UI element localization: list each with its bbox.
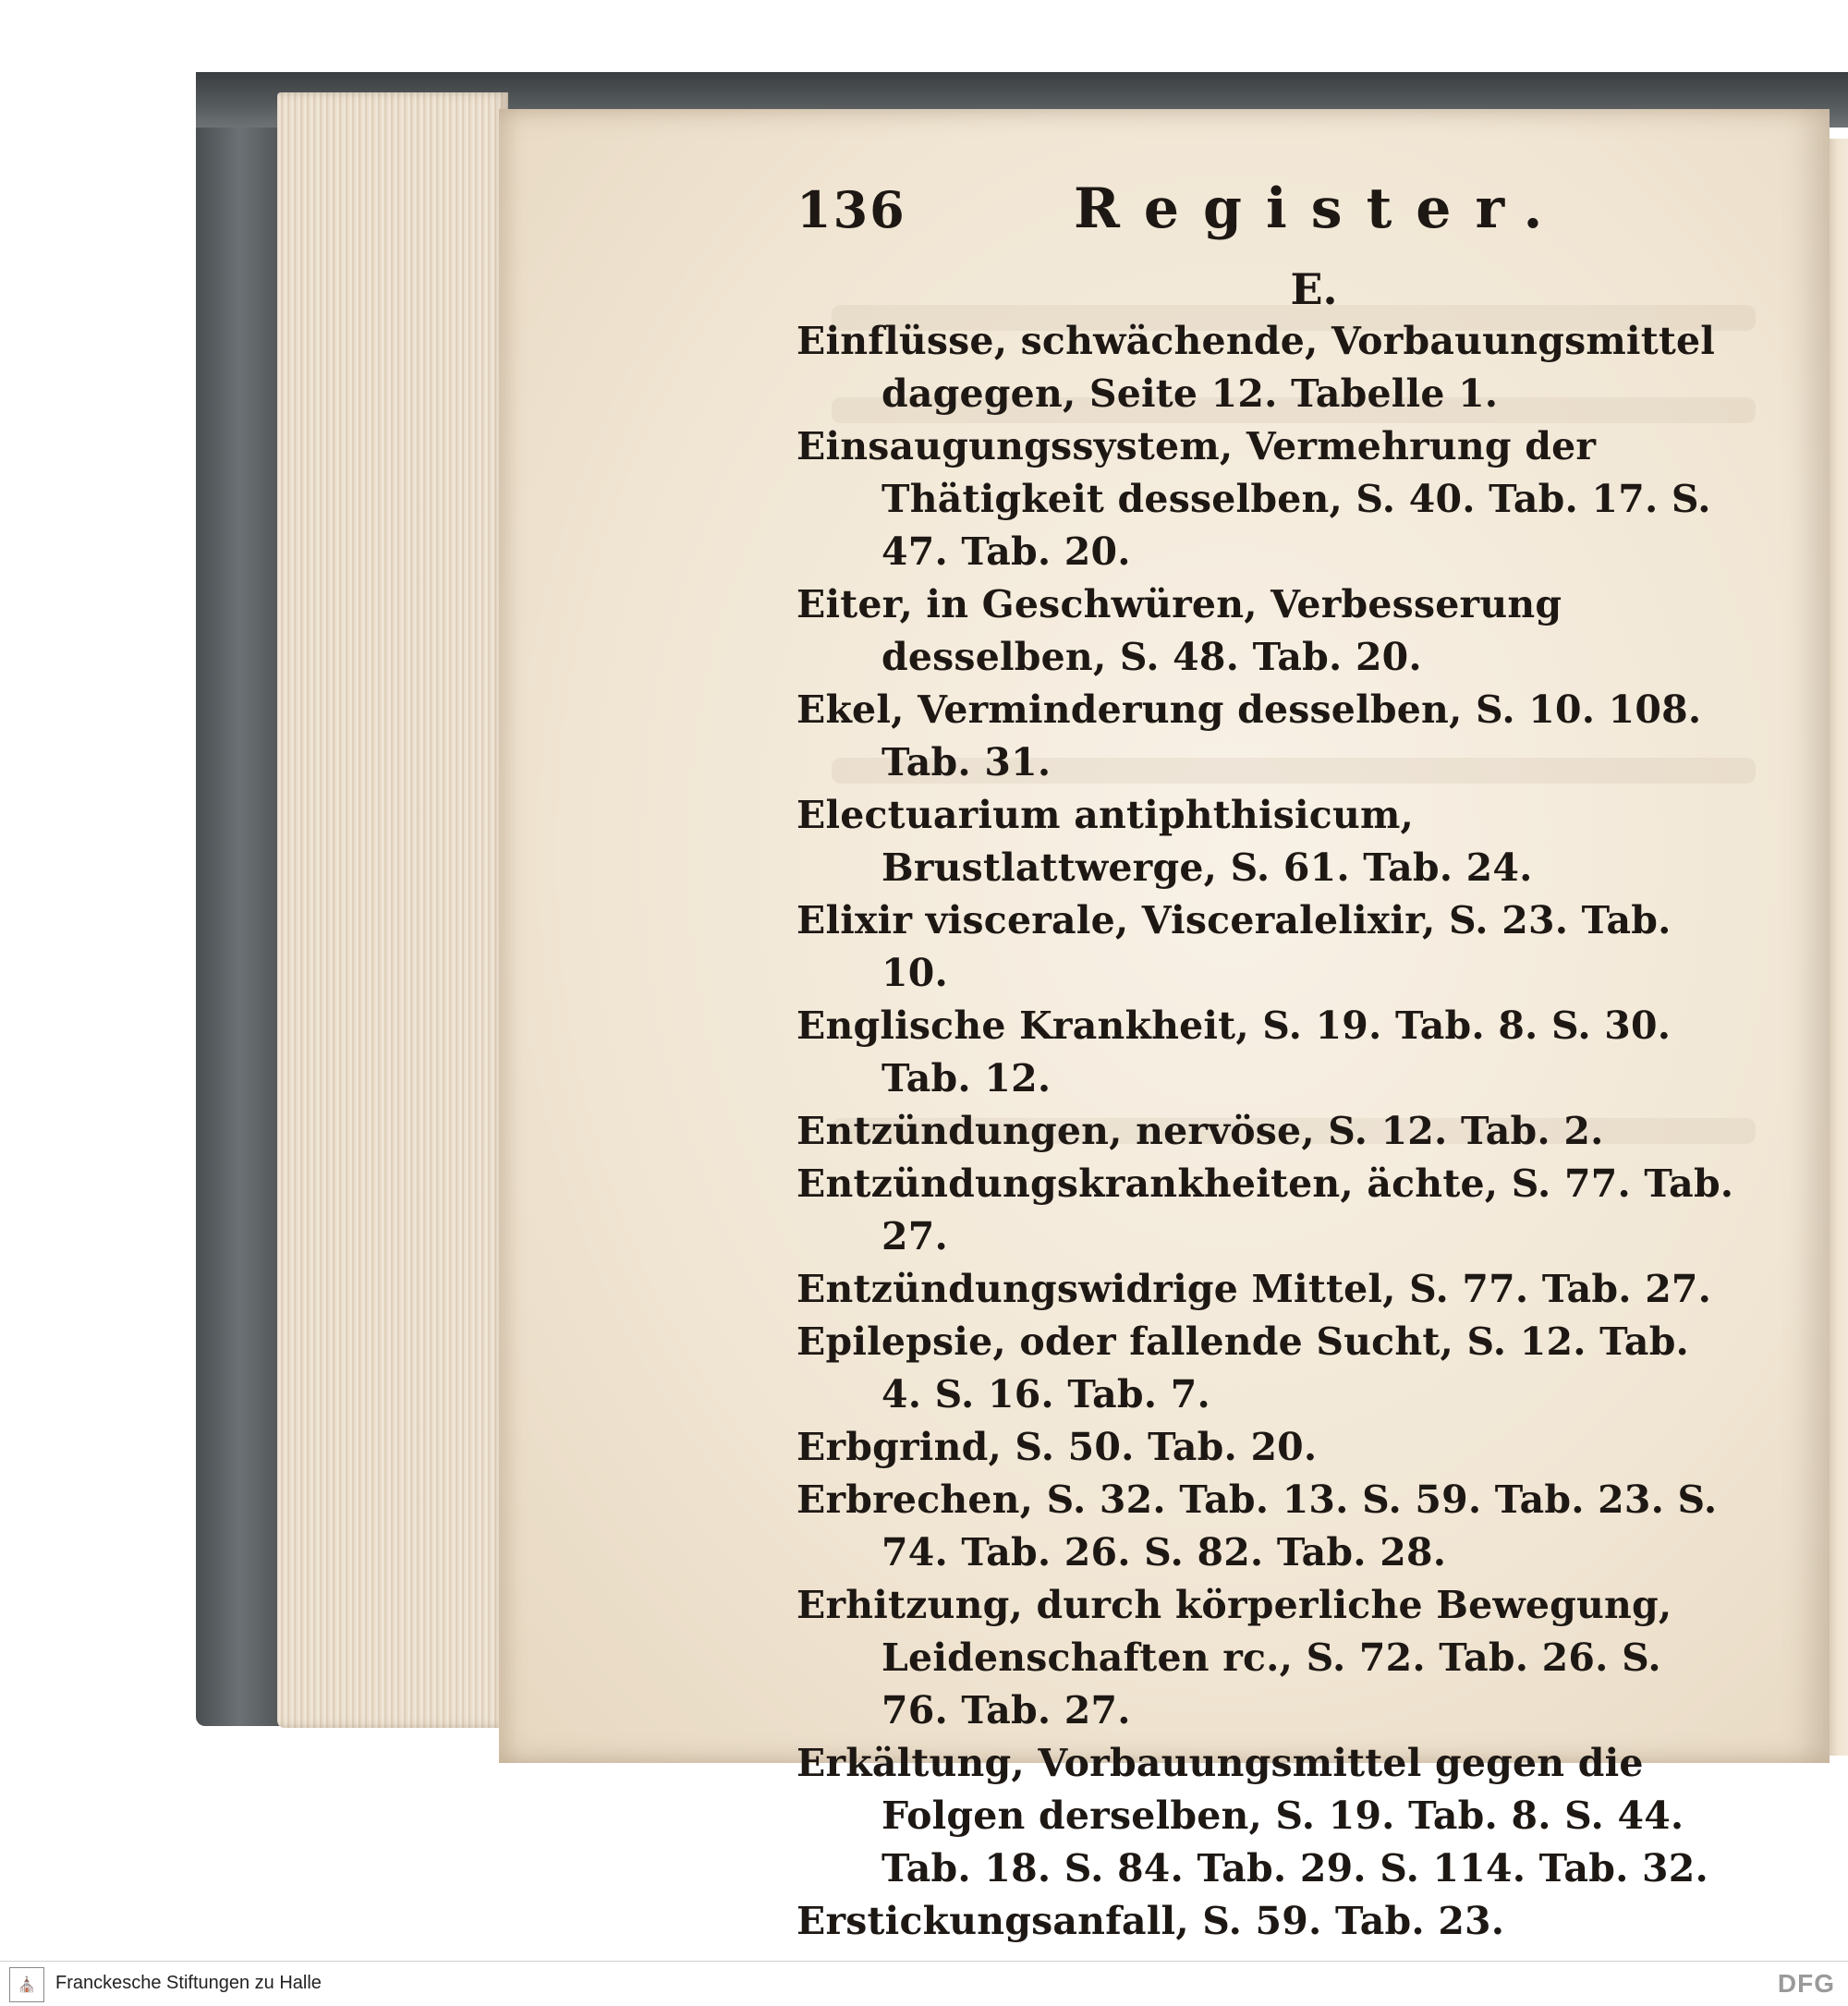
page-edges (277, 92, 508, 1728)
index-entry: Entzündungen, nervöse, S. 12. Tab. 2. (796, 1109, 1604, 1153)
index-entry: Englische Krankheit, S. 19. Tab. 8. S. 30. Tab. 12. (796, 1003, 1672, 1100)
dfg-logo: DFG (1777, 1969, 1835, 1998)
institution-name: Franckesche Stiftungen zu Halle (55, 1973, 322, 1993)
page-text (796, 176, 1739, 1948)
index-entry: Erkältung, Vorbauungsmittel gegen die Folgen derselben, S. 19. Tab. 8. S. 44. Tab. 18. S. 84. Tab. 29. S. 114. Tab. 32. (796, 1741, 1708, 1891)
index-entry: Epilepsie, oder fallende Sucht, S. 12. Tab. 4. S. 16. Tab. 7. (796, 1319, 1690, 1416)
page-number: 136 (796, 180, 906, 239)
index-entry: Electuarium antiphthisicum, Brustlattwerge, S. 61. Tab. 24. (796, 793, 1533, 890)
index-entry: Einsaugungssystem, Vermehrung der Thätigkeit desselben, S. 40. Tab. 17. S. 47. Tab. 20. (796, 424, 1711, 574)
index-entry: Erhitzung, durch körperliche Bewegung, Leidenschaften rc., S. 72. Tab. 26. S. 76. Tab. 27. (796, 1583, 1672, 1732)
page-header (796, 176, 1739, 254)
index-entry: Ekel, Verminderung desselben, S. 10. 108. Tab. 31. (796, 687, 1702, 784)
section-letter: E. (1290, 264, 1338, 314)
index-entry: Elixir viscerale, Visceralelixir, S. 23. Tab. 10. (796, 898, 1672, 995)
index-entry: Eiter, in Geschwüren, Verbesserung desselben, S. 48. Tab. 20. (796, 582, 1562, 679)
index-entry: Entzündungskrankheiten, ächte, S. 77. Tab. 27. (796, 1161, 1734, 1258)
index-entry: Einflüsse, schwächende, Vorbauungsmittel dagegen, Seite 12. Tabelle 1. (796, 319, 1716, 416)
index-entry: Entzündungswidrige Mittel, S. 77. Tab. 27. (796, 1267, 1712, 1311)
running-title: Register. (1074, 176, 1567, 241)
footer-bar (0, 1961, 1848, 2006)
index-entry: Erbrechen, S. 32. Tab. 13. S. 59. Tab. 23. S. 74. Tab. 26. S. 82. Tab. 28. (796, 1477, 1718, 1574)
institution-logo-icon: ⛪ (9, 1967, 44, 2002)
index-entry: Erstickungsanfall, S. 59. Tab. 23. (796, 1899, 1505, 1943)
index-entry: Erbgrind, S. 50. Tab. 20. (796, 1425, 1318, 1469)
